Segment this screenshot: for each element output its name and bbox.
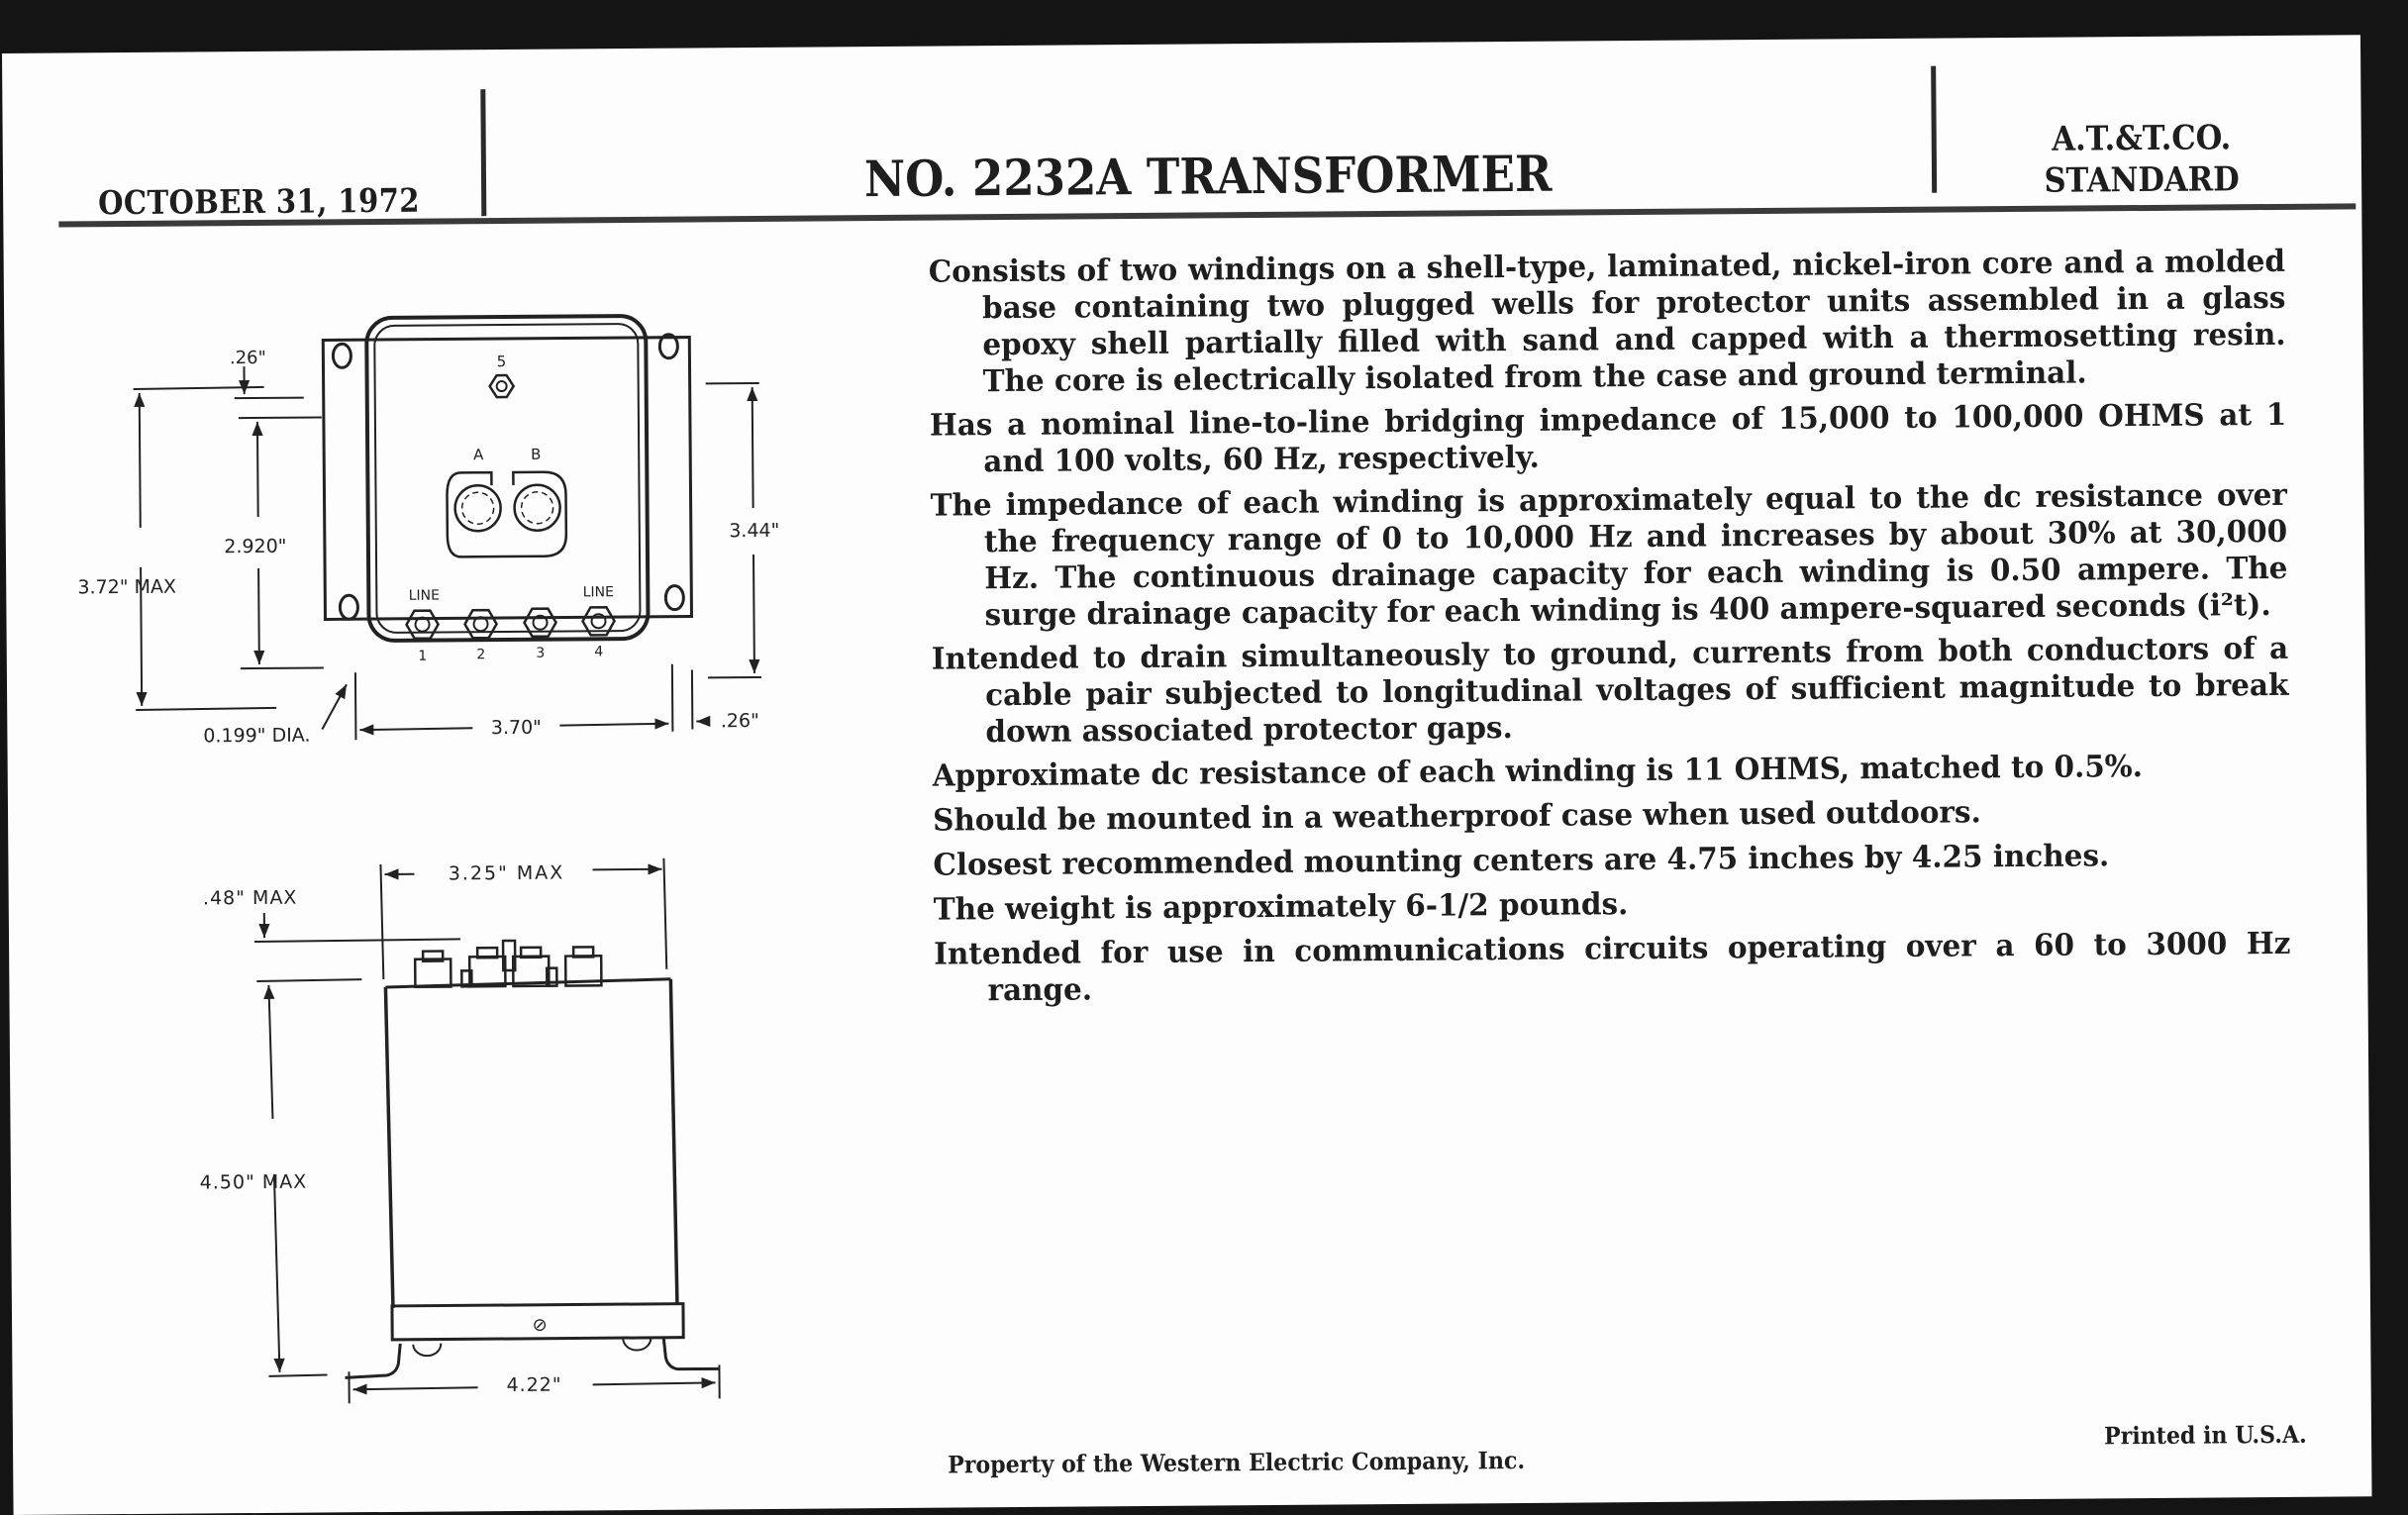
protector-wells-outline — [447, 472, 566, 557]
well-b-label: B — [530, 445, 542, 463]
mounting-hole-icon — [340, 595, 357, 619]
dim-hole-diameter: 0.199" DIA. — [203, 724, 311, 748]
terminal-1-icon — [406, 611, 438, 639]
ground-terminal-icon — [490, 375, 514, 397]
dim-width: 3.25" MAX — [448, 861, 565, 885]
standard-line-2: STANDARD — [2044, 159, 2240, 201]
description-paragraph: Approximate dc resistance of each winding is 11 OHMS, matched to 0.5%. — [932, 749, 2144, 794]
dim-height: 4.50" MAX — [199, 1170, 308, 1194]
top-terminals-icon — [415, 940, 601, 986]
line-label-right: LINE — [582, 584, 614, 601]
description-paragraph: Should be mounted in a weatherproof case when used outdoors. — [932, 794, 1981, 839]
description-paragraph: The weight is approximately 6-1/2 pounds. — [933, 886, 1629, 928]
standard-label — [2035, 117, 2250, 202]
document-title: NO. 2232A TRANSFORMER — [863, 144, 1553, 209]
description-paragraph: Consists of two windings on a shell-type, laminated, nickel-iron core and a molded base containing two plugged wells for protector units assembled in a glass epoxy shell partially filled with sand and capped with a thermosetting resin. The core is electrically isolated from the case and ground terminal. — [928, 243, 2286, 400]
mounting-hole-icon — [333, 344, 351, 367]
mounting-foot-right — [663, 1337, 719, 1368]
description-paragraph: The impedance of each winding is approximately equal to the dc resistance over the frequency range of 0 to 10,000 Hz and increases by about 30% at 30,000 Hz. The continuous drainage capacity for each winding is 0.50 ampere. The surge drainage capacity for each winding is 400 ampere-squared seconds (i²t). — [930, 476, 2288, 634]
standard-line-1: A.T.&T.CO. — [2052, 118, 2232, 159]
line-label-left: LINE — [408, 587, 441, 604]
dim-bracket-height: 3.44" — [729, 519, 780, 543]
dim-overall-height: 3.72" MAX — [77, 575, 177, 599]
description-paragraph: Intended to drain simultaneously to ground, currents from both conductors of a cable pair subjected to longitudinal voltages of sufficient magnitude to break down associated protector gaps. — [931, 630, 2289, 751]
mounting-foot-left — [345, 1344, 400, 1377]
terminal-1-label: 1 — [418, 648, 428, 664]
spec-sheet — [2, 35, 2372, 1515]
side-view-drawing — [197, 858, 720, 1404]
terminal-3-label: 3 — [536, 645, 546, 661]
description-paragraph: Has a nominal line-to-line bridging impedance of 15,000 to 100,000 OHMS at 1 and 100 volts, 60 Hz, respectively. — [929, 396, 2287, 480]
dim-hole-spacing-horizontal: 3.70" — [490, 716, 542, 740]
property-notice: Property of the Western Electric Company, Inc. — [948, 1445, 1526, 1479]
description — [929, 244, 2291, 1018]
front-view-drawing — [75, 315, 781, 749]
dim-hole-spacing-vertical: 2.920" — [224, 535, 287, 558]
dim-base-width: 4.22" — [506, 1373, 562, 1397]
description-paragraph: Closest recommended mounting centers are 4.75 inches by 4.25 inches. — [933, 838, 2110, 883]
printed-notice: Printed in U.S.A. — [2103, 1419, 2307, 1451]
well-a-label: A — [472, 446, 484, 464]
dim-top-offset: .26" — [229, 347, 266, 369]
dim-side-offset: .26" — [720, 710, 759, 733]
mounting-bracket — [323, 338, 691, 620]
technical-drawings — [2, 47, 904, 1440]
header-divider-right — [1931, 66, 1937, 193]
terminal-4-label: 4 — [594, 644, 604, 660]
terminal-5-label: 5 — [496, 353, 507, 371]
dim-terminal-height: .48" MAX — [202, 886, 298, 910]
document-date: OCTOBER 31, 1972 — [98, 180, 421, 223]
svg-text:⊘: ⊘ — [532, 1314, 548, 1336]
description-paragraph: Intended for use in communications circuits operating over a 60 to 3000 Hz range. — [934, 925, 2291, 1009]
terminal-2-label: 2 — [476, 647, 486, 663]
terminal-2-icon — [464, 610, 496, 638]
mounting-hole-icon — [665, 586, 683, 610]
